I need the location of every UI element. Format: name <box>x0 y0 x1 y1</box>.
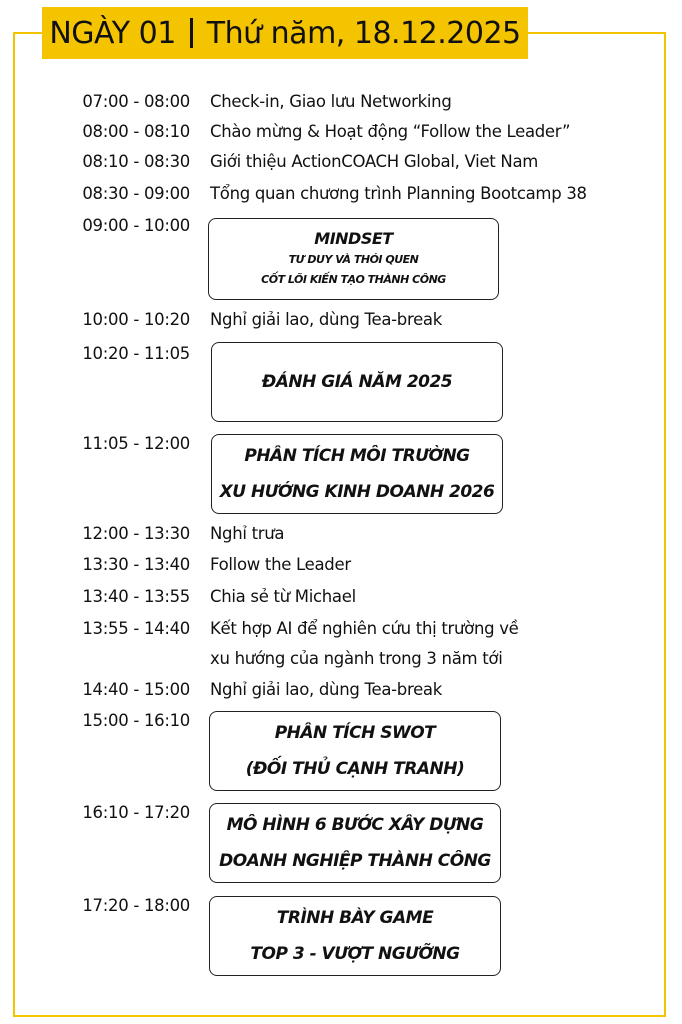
time-slot: 08:30 - 09:00 <box>82 184 190 203</box>
time-slot: 07:00 - 08:00 <box>82 92 190 111</box>
time-slot: 14:40 - 15:00 <box>82 680 190 699</box>
date-label: Thứ năm, 18.12.2025 <box>206 15 521 51</box>
time-slot: 08:00 - 08:10 <box>82 122 190 141</box>
time-slot: 10:00 - 10:20 <box>82 310 190 329</box>
activity-text: Kết hợp AI để nghiên cứu thị trường về <box>210 619 519 638</box>
session-title: PHÂN TÍCH SWOT <box>274 723 436 743</box>
activity-text-line2: xu hướng của ngành trong 3 năm tới <box>210 649 503 668</box>
session-box-environment <box>211 434 503 514</box>
session-subtitle: TƯ DUY VÀ THÓI QUEN <box>288 253 419 266</box>
activity-text: Chào mừng & Hoạt động “Follow the Leader” <box>210 122 571 141</box>
time-slot: 08:10 - 08:30 <box>82 152 190 171</box>
time-slot: 15:00 - 16:10 <box>82 711 190 730</box>
session-title: (ĐỐI THỦ CẠNH TRANH) <box>245 759 465 779</box>
session-box-mindset <box>208 218 499 300</box>
activity-text: Check-in, Giao lưu Networking <box>210 92 452 111</box>
session-title: XU HƯỚNG KINH DOANH 2026 <box>219 482 495 502</box>
activity-text: Chia sẻ từ Michael <box>210 587 356 606</box>
session-box-swot <box>209 711 501 791</box>
session-subtitle: CỐT LÕI KIẾN TẠO THÀNH CÔNG <box>261 273 446 286</box>
day-label: NGÀY 01 <box>49 15 176 51</box>
time-slot: 17:20 - 18:00 <box>82 896 190 915</box>
session-title: ĐÁNH GIÁ NĂM 2025 <box>261 372 453 392</box>
session-title: TOP 3 - VƯỢT NGƯỠNG <box>250 944 460 964</box>
time-slot: 16:10 - 17:20 <box>82 803 190 822</box>
day-header <box>42 7 528 59</box>
session-box-review-2025 <box>211 342 503 422</box>
time-slot: 11:05 - 12:00 <box>82 434 190 453</box>
activity-text: Follow the Leader <box>210 555 351 574</box>
time-slot: 12:00 - 13:30 <box>82 524 190 543</box>
session-title: MÔ HÌNH 6 BƯỚC XÂY DỰNG <box>226 815 484 835</box>
session-title: DOANH NGHIỆP THÀNH CÔNG <box>219 851 491 871</box>
session-title: PHÂN TÍCH MÔI TRƯỜNG <box>244 446 470 466</box>
activity-text: Nghỉ trưa <box>210 524 285 543</box>
time-slot: 13:40 - 13:55 <box>82 587 190 606</box>
activity-text: Nghỉ giải lao, dùng Tea-break <box>210 310 442 329</box>
session-title: MINDSET <box>314 229 393 248</box>
activity-text: Nghỉ giải lao, dùng Tea-break <box>210 680 442 699</box>
time-slot: 13:30 - 13:40 <box>82 555 190 574</box>
activity-text: Tổng quan chương trình Planning Bootcamp 38 <box>210 184 587 203</box>
header-divider <box>190 18 193 48</box>
session-box-game <box>209 896 501 976</box>
time-slot: 10:20 - 11:05 <box>82 344 190 363</box>
activity-text: Giới thiệu ActionCOACH Global, Viet Nam <box>210 152 539 171</box>
session-title: TRÌNH BÀY GAME <box>276 908 434 928</box>
session-box-6-steps <box>209 803 501 883</box>
time-slot: 09:00 - 10:00 <box>82 216 190 235</box>
time-slot: 13:55 - 14:40 <box>82 619 190 638</box>
